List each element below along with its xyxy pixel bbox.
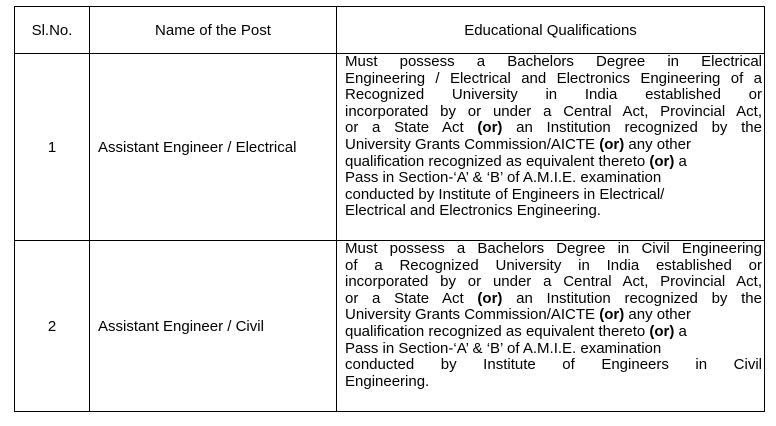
qualification-line: Pass in Section-‘A’ & ‘B’ of A.M.I.E. examination [345,170,662,187]
qualification-line [345,307,762,324]
qualification-line: Engineering / Electrical and Electronics Engineering of a [345,70,762,87]
qualification-line: Pass in Section-‘A’ & ‘B’ of A.M.I.E. examination [345,340,662,357]
header-post: Name of the Post [90,7,337,54]
qualification-line: Must possess a Bachelors Degree in Electrical [345,54,762,70]
qualification-line: conducted by Institute of Engineers in Electrical/ [345,186,665,203]
table-row [15,54,765,241]
header-sl-no: Sl.No. [15,7,90,54]
or-label: (or) [477,120,503,137]
or-label: (or) [477,290,503,307]
qualification-text: any other [628,307,691,324]
qualification-text: a [678,153,687,170]
qualification-text: any other [628,136,691,153]
table-row [15,241,765,412]
qualification-text: qualification recognized as equivalent thereto [345,323,646,340]
qualification-line: Recognized University in India established or [345,87,762,104]
qualification-line [345,137,762,154]
qualification-line: Engineering. [345,373,430,390]
qualification-line: incorporated by or under a Central Act, Provincial Act, [345,274,762,291]
qualification-text: University Grants Commission/AICTE [345,307,596,324]
sl-no-cell: 1 [15,54,90,241]
qualification-text: University Grants Commission/AICTE [345,136,596,153]
header-row [15,7,765,54]
qualification-line [345,324,762,341]
qualification-cell [337,54,765,241]
qualification-line: Must possess a Bachelors Degree in Civil Engineering [345,241,762,257]
or-label: (or) [649,153,675,170]
qualification-text: qualification recognized as equivalent thereto [345,153,646,170]
qualification-text: or a State Act [345,120,464,137]
post-name-cell: Assistant Engineer / Electrical [90,54,337,241]
qualification-line: Electrical and Electronics Engineering. [345,203,601,220]
qualification-line: conducted by Institute of Engineers in Civil [345,357,762,374]
qualification-text: an Institution recognized by the [516,120,762,137]
qualifications-table [14,6,765,412]
qualification-cell [337,241,765,412]
header-qualifications: Educational Qualifications [337,7,765,54]
post-name-cell: Assistant Engineer / Civil [90,241,337,412]
qualification-text: or a State Act [345,290,464,307]
sl-no-cell: 2 [15,241,90,412]
qualification-text: an Institution recognized by the [516,290,762,307]
or-label: (or) [599,136,625,153]
or-label: (or) [599,307,625,324]
qualification-line: of a Recognized University in India established or [345,257,762,274]
qualification-line [345,120,762,137]
qualification-line: incorporated by or under a Central Act, Provincial Act, [345,103,762,120]
qualification-line [345,291,762,308]
qualification-line [345,154,762,171]
qualification-text: a [678,323,687,340]
or-label: (or) [649,323,675,340]
